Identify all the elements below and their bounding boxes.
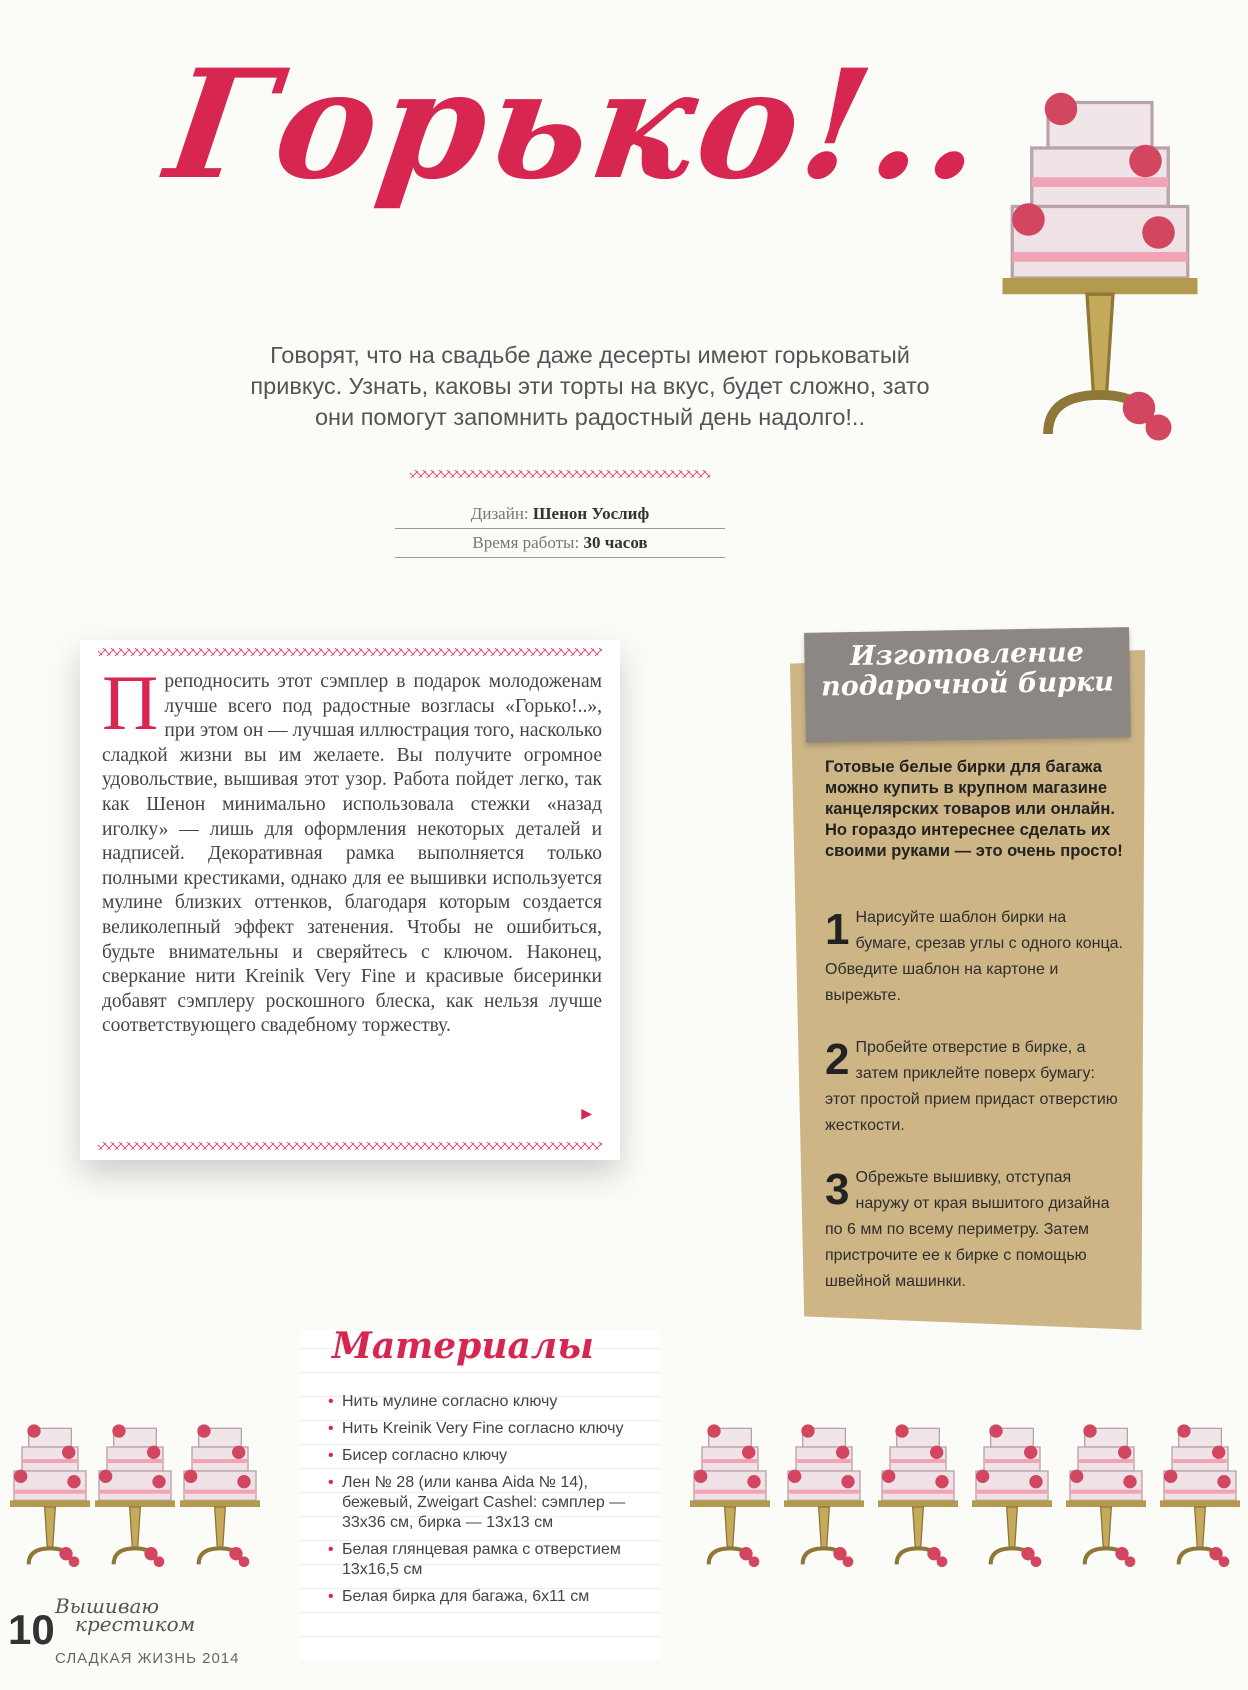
continue-arrow-icon: ▶ xyxy=(581,1105,592,1121)
divider xyxy=(410,470,710,478)
panel-title: Изготовление подарочной бирки xyxy=(804,627,1131,743)
article-card xyxy=(80,640,620,1160)
step-number: 3 xyxy=(825,1165,850,1214)
design-label: Дизайн: xyxy=(470,504,529,523)
design-value: Шенон Уослиф xyxy=(532,504,650,523)
page-title: Горько!.. xyxy=(157,37,998,213)
magazine-logo xyxy=(55,1594,196,1636)
list-item: • Лен № 28 (или канва Aida № 14), бежевый, Zweigart Cashel: сэмплер — 33х36 см, бирка — 13х13 см xyxy=(330,1473,660,1533)
step-1 xyxy=(825,905,1125,1009)
step-text: Обрежьте вышивку, отступая наружу от края вышитого дизайна по 6 мм по всему периметру. Затем пристрочите ее к бирке с помощью швейной машинки. xyxy=(825,1169,1110,1290)
time-label: Время работы: xyxy=(472,533,580,552)
step-text: Нарисуйте шаблон бирки на бумаге, срезав углы с одного конца. Обведите шаблон на картоне и вырежьте. xyxy=(825,909,1123,1004)
issue-name: СЛАДКАЯ ЖИЗНЬ 2014 xyxy=(55,1650,240,1667)
article-body: реподносить этот сэмплер в подарок молодоженам лучше всего под радостные возгласы «Горько!..», при этом он — лучшая иллюстрация того, насколько сладкой жизни вы им желаете. Вы получите огромное удовольствие, вышивая этот узор. Работа пойдет легко, так как Шенон минимально использовала стежки «назад иголку» — лишь для оформления некоторых деталей и надписей. Декоративная рамка выполняется только полными крестиками, однако для ее вышивки используется мулине близких оттенков, благодаря которым создается великолепный эффект затенения. Чтобы не ошибиться, будьте внимательны и сверяйтесь с ключом. Наконец, сверкание нити Kreinik Very Fine и красивые бисеринки добавят сэмплеру роскошного блеска, как нельзя лучше соответствующего свадебному торжеству. xyxy=(102,671,602,1037)
list-item: • Белая глянцевая рамка с отверстием 13х16,5 см xyxy=(330,1540,660,1580)
divider xyxy=(98,648,602,656)
credit-time xyxy=(395,529,725,558)
credits xyxy=(395,500,725,558)
list-item: • Нить Kreinik Very Fine согласно ключу xyxy=(330,1419,660,1439)
panel-intro: Готовые белые бирки для багажа можно купить в крупном магазине канцелярских товаров или онлайн. Но гораздо интереснее сделать их своими руками — это очень просто! xyxy=(825,758,1123,860)
list-item: • Белая бирка для багажа, 6х11 см xyxy=(330,1587,660,1607)
step-text: Пробейте отверстие в бирке, а затем приклейте поверх бумагу: этот простой прием придаст отверстию жесткости. xyxy=(825,1039,1118,1134)
lead-paragraph: Говорят, что на свадьбе даже десерты имеют горьковатый привкус. Узнать, каковы эти торты на вкус, будет сложно, зато они помогут запомнить радостный день надолго!.. xyxy=(250,342,930,430)
step-number: 2 xyxy=(825,1035,850,1084)
step-2 xyxy=(825,1035,1125,1139)
materials-title: Материалы xyxy=(332,1325,594,1367)
logo-line1: Вышиваю xyxy=(55,1594,159,1618)
step-number: 1 xyxy=(825,905,850,954)
page-number: 10 xyxy=(8,1606,55,1653)
time-value: 30 часов xyxy=(583,533,648,552)
cake-border-right xyxy=(690,1410,1248,1600)
list-item: • Нить мулине согласно ключу xyxy=(330,1392,660,1412)
logo-line2: крестиком xyxy=(75,1612,196,1636)
list-item: • Бисер согласно ключу xyxy=(330,1446,660,1466)
materials-list xyxy=(330,1392,660,1614)
credit-design xyxy=(395,500,725,529)
step-3 xyxy=(825,1165,1125,1295)
article-text xyxy=(102,659,602,1039)
divider xyxy=(98,1142,602,1150)
cake-illustration xyxy=(1000,70,1200,460)
cake-border-left xyxy=(10,1410,260,1600)
dropcap: П xyxy=(102,659,159,746)
